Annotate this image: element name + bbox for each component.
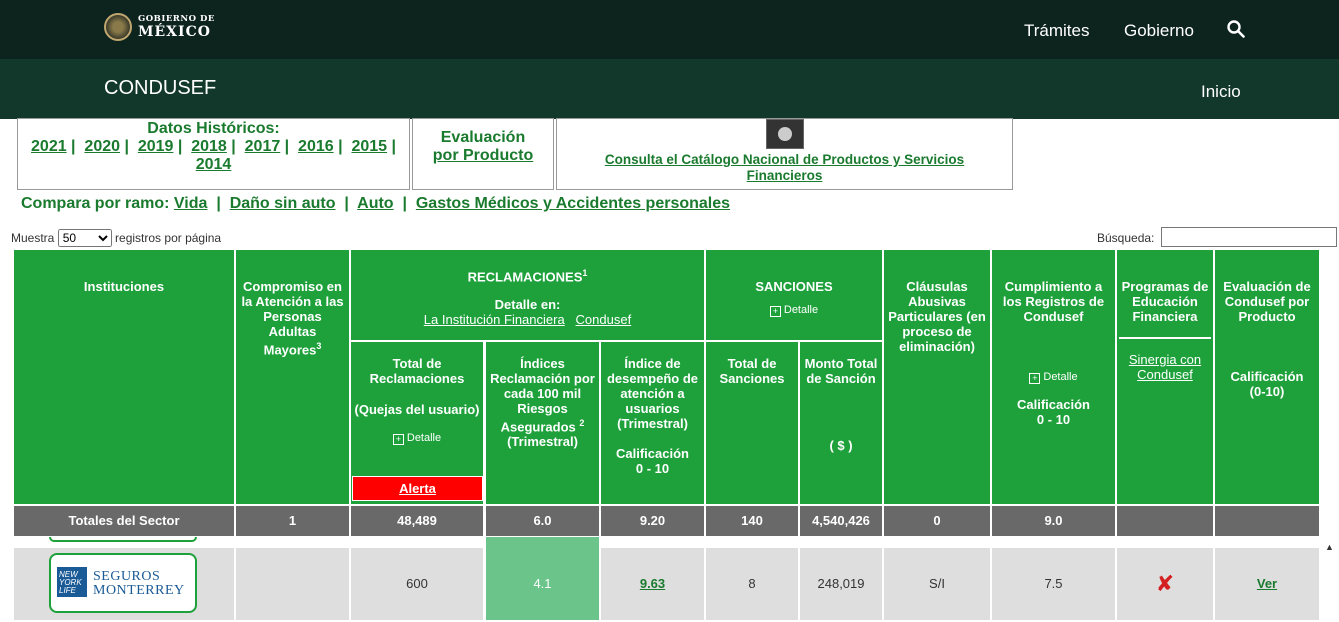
th-sanciones [706,250,882,340]
th-reclamaciones-text: RECLAMACIONES [467,269,583,285]
eval-line2: por Producto [432,147,534,164]
year-link-2020[interactable]: 2020 [84,138,121,155]
evaluacion-producto-box [412,118,554,190]
desempeno-rango: 0 - 10 [635,461,670,476]
cumplimiento-detalle-text: Detalle [1043,371,1078,383]
page-size-control [11,229,221,247]
page-size-select[interactable] [58,229,112,247]
expand-plus-icon: + [393,434,404,445]
alerta-link[interactable]: Alerta [399,481,436,496]
catalogo-line2: Financieros [746,168,823,183]
detalle-en-label: Detalle en: [494,297,561,313]
logo-big-text: MÉXICO [138,23,211,40]
new-york-life-icon: NEW YORK LIFE [57,567,87,597]
th-reclamaciones-sup: 1 [582,268,588,278]
th-monto [800,342,882,504]
th-total-sanciones: Total de Sanciones [706,342,798,504]
th-compromiso-sup: 3 [316,341,322,351]
desempeno-calificacion: Calificación [616,446,689,461]
expand-plus-icon: + [770,306,781,317]
search-icon[interactable] [1227,20,1245,38]
th-indices-sup: 2 [579,418,585,428]
historicos-title: Datos Históricos: [147,120,280,137]
th-instituciones: Instituciones [14,250,234,504]
totales-cumplimiento: 9.0 [992,506,1115,536]
th-total-reclamaciones-text: Total de Reclamaciones [369,356,465,386]
th-evaluacion-text: Evaluación de Condusef por Producto [1223,279,1311,324]
year-link-2018[interactable]: 2018 [191,138,227,155]
th-compromiso [236,250,349,504]
totales-monto: 4,540,426 [800,506,882,536]
evaluacion-producto-link[interactable] [433,129,533,164]
catalogo-thumbnail-icon[interactable] [766,119,804,149]
year-link-2017[interactable]: 2017 [244,138,281,155]
expand-plus-icon: + [1029,373,1040,384]
catalogo-box [556,118,1013,190]
cell-total-sanciones: 8 [706,548,798,620]
th-indices [486,342,599,504]
th-programas [1117,250,1213,504]
totales-programas [1117,506,1213,536]
th-desempeno [601,342,704,504]
compara-label: Compara por ramo: [21,195,170,212]
compara-ramo: Compara por ramo: Vida | Daño sin auto | Auto | Gastos Médicos y Accidentes personales [21,195,731,212]
eval-line1: Evaluación [440,129,526,146]
previous-indice-cell [486,537,599,548]
nav-tramites[interactable]: Trámites [1024,21,1090,40]
th-evaluacion [1215,250,1319,504]
inicio-link[interactable]: Inicio [1201,82,1241,101]
th-monto-text: Monto Total de Sanción [804,356,878,386]
divider [1119,337,1211,339]
indices-trimestral: (Trimestral) [507,434,578,450]
logo-small-text: GOBIERNO DE [138,14,215,25]
mexico-seal-icon [104,13,132,41]
th-reclamaciones [351,250,704,340]
scroll-up-icon[interactable]: ▲ [1325,542,1334,552]
year-link-2015[interactable]: 2015 [351,138,388,155]
totales-evaluacion [1215,506,1319,536]
link-institucion-financiera[interactable]: La Institución Financiera [423,312,565,328]
year-link-2019[interactable]: 2019 [137,138,174,155]
cumplimiento-detalle[interactable] [995,370,1112,385]
ramo-auto-link[interactable]: Auto [357,195,394,212]
th-cumplimiento-text: Cumplimiento a los Registros de Condusef [1002,279,1105,324]
logo-name-line2: MONTERREY [93,583,185,598]
logo-name [93,570,185,598]
condusef-brand[interactable]: CONDUSEF [104,77,217,99]
ramo-dano-link[interactable]: Daño sin auto [229,195,336,212]
muestra-label: Muestra [11,231,55,245]
cell-monto: 248,019 [800,548,882,620]
sinergia-link[interactable]: Sinergia con Condusef [1128,352,1202,382]
th-cumplimiento [992,250,1115,504]
alerta-button[interactable] [352,476,483,501]
gobierno-logo[interactable] [104,13,215,41]
busqueda-label: Búsqueda: [1097,231,1155,245]
search-input[interactable] [1161,227,1337,247]
th-indices-text: Índices Reclamación por cada 100 mil Riesgos Asegurados [490,356,595,435]
sanciones-detalle-text: Detalle [783,304,819,316]
logo-name-line1: SEGUROS [93,569,161,584]
year-link-2021[interactable]: 2021 [31,138,67,155]
registros-label: registros por página [115,231,222,245]
cell-indice: 4.1 [486,548,599,620]
year-link-2016[interactable]: 2016 [298,138,334,155]
catalogo-line1: Consulta el Catálogo Nacional de Productos y Servicios [604,152,965,167]
cross-icon: ✘ [1117,548,1213,620]
desempeno-link[interactable]: 9.63 [639,576,666,591]
totales-clausulas: 0 [884,506,990,536]
evaluacion-calif: Calificación (0-10) [1230,369,1304,399]
ramo-vida-link[interactable]: Vida [173,195,208,212]
totales-desempeno: 9.20 [601,506,704,536]
year-link-2014[interactable]: 2014 [195,156,232,173]
reclamaciones-detalle-text: Detalle [406,432,442,444]
nav-gobierno[interactable]: Gobierno [1124,21,1194,40]
cell-clausulas: S/I [884,548,990,620]
desempeno-trimestral: (Trimestral) [617,416,688,431]
totales-compromiso: 1 [236,506,349,536]
cell-cumplimiento: 7.5 [992,548,1115,620]
previous-logo-edge [49,537,197,542]
ver-link[interactable]: Ver [1256,576,1278,591]
cell-total-reclamaciones: 600 [351,548,483,620]
th-clausulas: Cláusulas Abusivas Particulares (en proceso de eliminación) [884,250,990,504]
cell-compromiso [236,548,349,620]
totales-sanciones: 140 [706,506,798,536]
cell-desempeno [601,548,704,620]
totales-reclamaciones: 48,489 [351,506,483,536]
datos-historicos-box: Datos Históricos: 2021 | 2020 | 2019 | 2018 | 2017 | 2016 | 2015 | 2014 [17,118,410,190]
monto-pesos: ( $ ) [829,438,853,453]
cumplimiento-calif: Calificación 0 - 10 [1017,397,1090,427]
seguros-monterrey-logo[interactable] [49,553,197,613]
sanciones-detalle[interactable] [706,303,882,318]
totales-label: Totales del Sector [14,506,234,536]
th-programas-text: Programas de Educación Financiera [1121,279,1209,324]
cell-evaluacion [1215,548,1319,620]
th-sanciones-text: SANCIONES [755,279,833,294]
link-condusef[interactable]: Condusef [575,312,632,328]
ramo-gastos-link[interactable]: Gastos Médicos y Accidentes personales [415,195,731,212]
quejas-label: (Quejas del usuario) [354,402,480,417]
th-desempeno-text: Índice de desempeño de atención a usuarios [606,356,699,416]
catalogo-link[interactable] [605,152,964,183]
th-compromiso-text: Compromiso en la Atención a las Personas Adultas Mayores [241,279,344,358]
totales-indices: 6.0 [486,506,599,536]
reclamaciones-detalle[interactable] [351,431,483,446]
